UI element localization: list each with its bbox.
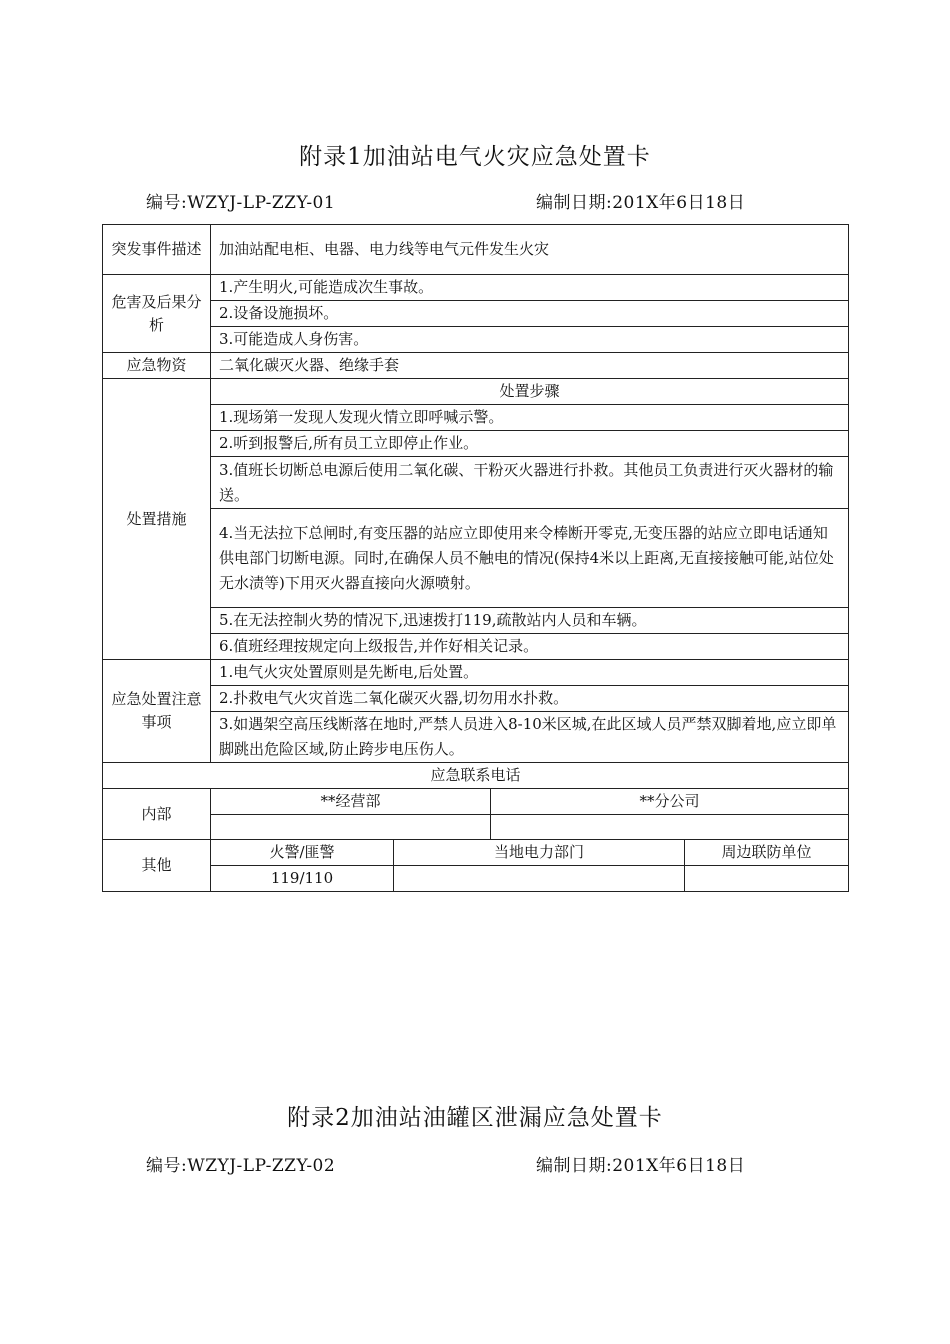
internal-value-cell (491, 815, 849, 840)
step-item: 5.在无法控制火势的情况下,迅速拨打119,疏散站内人员和车辆。 (211, 608, 849, 634)
card1-title: 附录1加油站电气火灾应急处置卡 (299, 144, 651, 170)
internal-label: 内部 (103, 789, 211, 840)
supplies-label: 应急物资 (103, 353, 211, 379)
event-description: 加油站配电柜、电器、电力线等电气元件发生火灾 (211, 225, 849, 275)
internal-value-cell (211, 815, 491, 840)
step-item: 3.值班长切断总电源后使用二氧化碳、干粉灭火器进行扑救。其他员工负责进行灭火器材的输送。 (211, 457, 849, 509)
card1-code: 编号:WZYJ-LP-ZZY-01 (146, 193, 336, 213)
card2-title: 附录2加油站油罐区泄漏应急处置卡 (287, 1105, 663, 1131)
internal-col-header: **经营部 (211, 789, 491, 815)
hazard-item: 2.设备设施损坏。 (211, 301, 849, 327)
card2-date: 编制日期:201X年6日18日 (536, 1156, 746, 1176)
card2-code: 编号:WZYJ-LP-ZZY-02 (146, 1156, 336, 1176)
emergency-card-table (102, 224, 849, 892)
hazard-item: 1.产生明火,可能造成次生事故。 (211, 275, 849, 301)
card1-date: 编制日期:201X年6日18日 (536, 193, 746, 213)
note-item: 1.电气火灾处置原则是先断电,后处置。 (211, 660, 849, 686)
step-item: 1.现场第一发现人发现火情立即呼喊示警。 (211, 405, 849, 431)
internal-col-header: **分公司 (491, 789, 849, 815)
other-label: 其他 (103, 840, 211, 892)
other-col-header: 周边联防单位 (685, 840, 849, 866)
hazard-item: 3.可能造成人身伤害。 (211, 327, 849, 353)
other-col-header: 当地电力部门 (394, 840, 685, 866)
note-item: 3.如遇架空高压线断落在地时,严禁人员进入8-10米区城,在此区域人员严禁双脚着地,应立即单脚跳出危险区域,防止跨步电压伤人。 (211, 712, 849, 763)
steps-header: 处置步骤 (211, 379, 849, 405)
step-item: 4.当无法拉下总闸时,有变压器的站应立即使用来令棒断开零克,无变压器的站应立即电话通知供电部门切断电源。同时,在确保人员不触电的情况(保持4米以上距离,无直接接触可能,站位处无水渍等)下用灭火器直接向火源喷射。 (211, 509, 849, 608)
other-col-header: 火警/匪警 (211, 840, 394, 866)
supplies-value: 二氧化碳灭火器、绝缘手套 (211, 353, 849, 379)
measures-label: 处置措施 (103, 379, 211, 660)
step-item: 6.值班经理按规定向上级报告,并作好相关记录。 (211, 634, 849, 660)
other-value-cell: 119/110 (211, 866, 394, 892)
event-label: 突发事件描述 (103, 225, 211, 275)
notes-label: 应急处置注意事项 (103, 660, 211, 763)
other-value-cell (394, 866, 685, 892)
contact-header: 应急联系电话 (103, 763, 849, 789)
step-item: 2.听到报警后,所有员工立即停止作业。 (211, 431, 849, 457)
other-value-cell (685, 866, 849, 892)
note-item: 2.扑救电气火灾首选二氧化碳灭火器,切勿用水扑救。 (211, 686, 849, 712)
hazard-label: 危害及后果分析 (103, 275, 211, 353)
